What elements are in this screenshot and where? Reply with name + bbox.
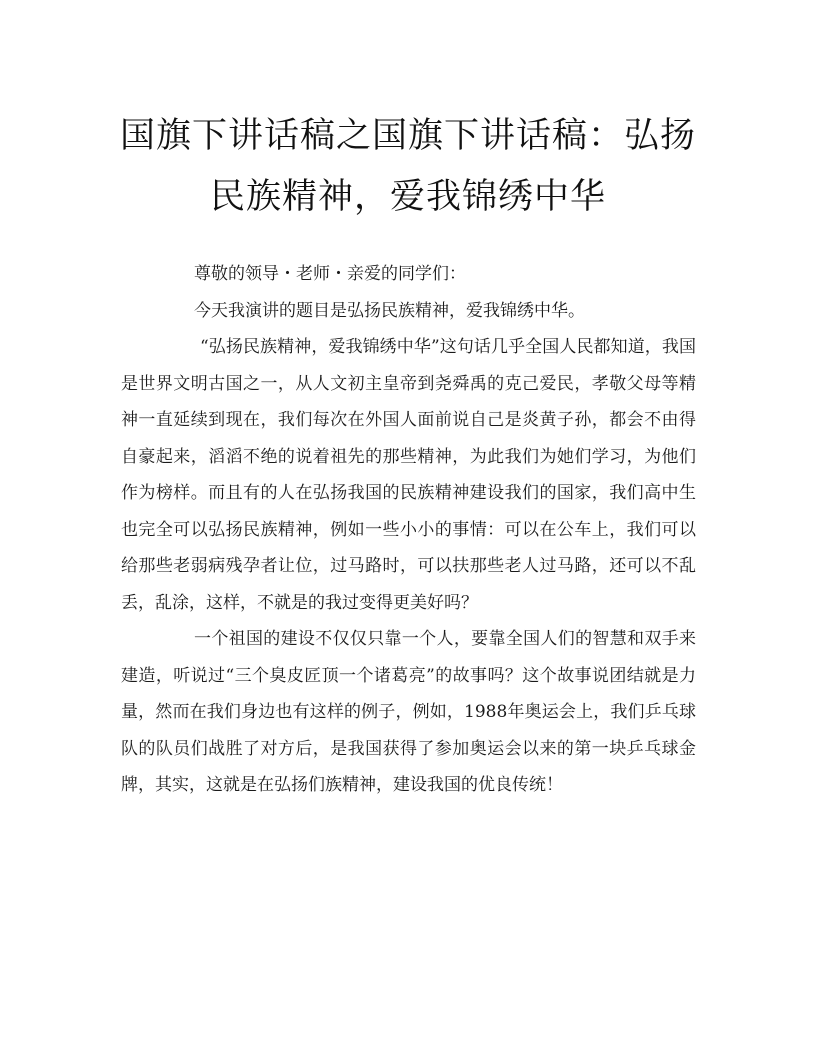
- body-paragraph: 一个祖国的建设不仅仅只靠一个人，要靠全国人们的智慧和双手来建造，听说过“三个臭皮匠顶一个诸葛亮”的故事吗？这个故事说团结就是力量，然而在我们身边也有这样的例子，例如，1988年奥运会上，我们乒乓球队的队员们战胜了对方后，是我国获得了参加奥运会以来的第一块乒乓球金牌，其实，这就是在弘扬们族精神，建设我国的优良传统！: [121, 629, 696, 795]
- document-title: 国旗下讲话稿之国旗下讲话稿：弘扬民族精神，爱我锦绣中华: [119, 116, 696, 217]
- document-body: [121, 256, 696, 804]
- greeting-paragraph: 尊敬的领导・老师・亲爱的同学们：: [194, 264, 466, 284]
- topic-paragraph: 今天我演讲的题目是弘扬民族精神，爱我锦绣中华。: [194, 300, 585, 321]
- body-paragraph: “弘扬民族精神，爱我锦绣中华”这句话几乎全国人民都知道，我国是世界文明古国之一，从人文初主皇帝到尧舜禹的克己爱民，孝敬父母等精神一直延续到现在，我们每次在外国人面前说自己是炎黄子孙，都会不由得自豪起来，滔滔不绝的说着祖先的那些精神，为此我们为她们学习，为他们作为榜样。而且有的人在弘扬我国的民族精神建设我们的国家，我们高中生也完全可以弘扬民族精神，例如一些小小的事情：可以在公车上，我们可以给那些老弱病残孕者让位，过马路时，可以扶那些老人过马路，还可以不乱丢，乱涂，这样，不就是的我过变得更美好吗？: [121, 337, 696, 613]
